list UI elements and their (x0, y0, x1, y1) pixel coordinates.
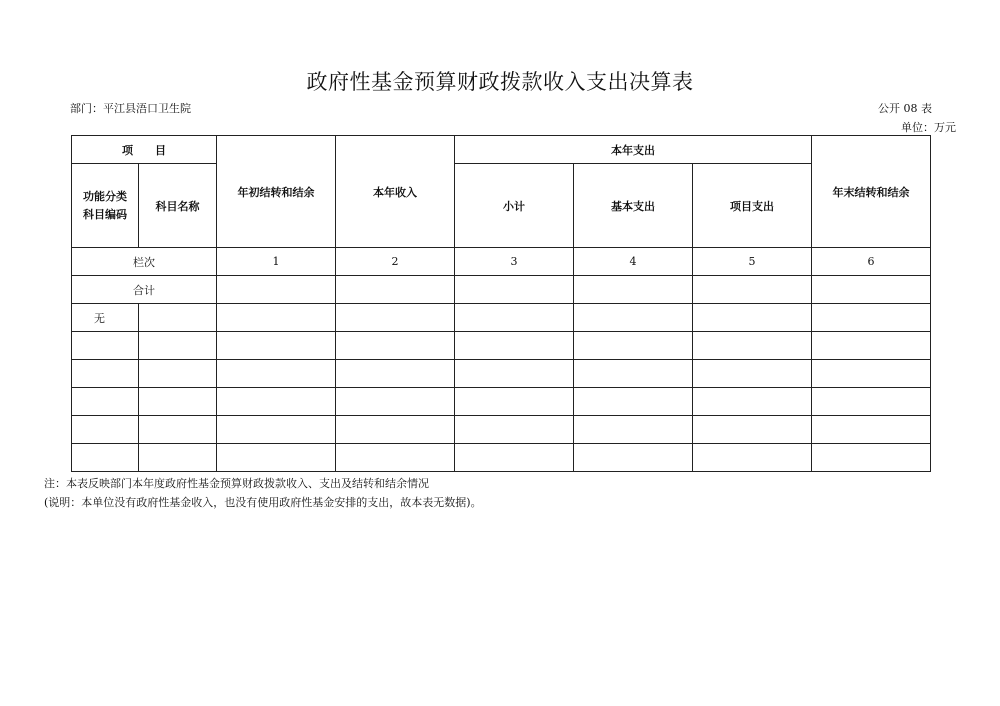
form-code: 公开 08 表 (878, 102, 932, 115)
table-cell (693, 444, 812, 472)
table-cell (139, 388, 217, 416)
column-number-row (72, 248, 931, 276)
table-cell (455, 444, 574, 472)
header-basic: 基本支出 (574, 164, 693, 248)
column-number: 1 (217, 248, 336, 276)
header-closing-balance: 年末结转和结余 (812, 136, 931, 248)
header-func-code: 功能分类 科目编码 (72, 164, 139, 248)
table-cell (693, 332, 812, 360)
table-cell (455, 304, 574, 332)
table-cell (139, 444, 217, 472)
column-label: 栏次 (72, 248, 217, 276)
department-label: 部门：平江县浯口卫生院 (70, 102, 191, 115)
header-expenditure: 本年支出 (455, 136, 812, 164)
table-cell (139, 416, 217, 444)
table-cell (217, 276, 336, 304)
table-cell (72, 360, 139, 388)
table-cell (812, 444, 931, 472)
table-cell (336, 276, 455, 304)
table-cell (574, 304, 693, 332)
table-row (72, 332, 931, 360)
table-cell (217, 332, 336, 360)
table-cell (336, 360, 455, 388)
table-row (72, 388, 931, 416)
table-cell (72, 416, 139, 444)
table-cell (139, 360, 217, 388)
table-cell (455, 360, 574, 388)
table-cell (217, 444, 336, 472)
table-row (72, 304, 931, 332)
header-subtotal: 小计 (455, 164, 574, 248)
column-number: 3 (455, 248, 574, 276)
header-item: 项 目 (72, 136, 217, 164)
table-cell (574, 444, 693, 472)
table-cell (455, 388, 574, 416)
column-number: 6 (812, 248, 931, 276)
header-project: 项目支出 (693, 164, 812, 248)
table-cell (336, 388, 455, 416)
table-cell (574, 416, 693, 444)
table-cell (693, 276, 812, 304)
table-cell (574, 332, 693, 360)
table-cell (72, 388, 139, 416)
table-row (72, 444, 931, 472)
table-cell (72, 332, 139, 360)
table-cell (693, 304, 812, 332)
note-line-2: (说明：本单位没有政府性基金收入，也没有使用政府性基金安排的支出，故本表无数据)。 (44, 496, 482, 509)
table-cell (812, 276, 931, 304)
column-number: 2 (336, 248, 455, 276)
table-cell (574, 388, 693, 416)
table-cell (693, 416, 812, 444)
table-cell (336, 416, 455, 444)
table-cell (693, 388, 812, 416)
total-row (72, 276, 931, 304)
document-title: 政府性基金预算财政拨款收入支出决算表 (306, 70, 694, 94)
table-cell (217, 304, 336, 332)
table-row (72, 360, 931, 388)
header-subject-name: 科目名称 (139, 164, 217, 248)
total-label: 合计 (72, 276, 217, 304)
table-cell (693, 360, 812, 388)
table-cell (139, 332, 217, 360)
table-cell (574, 276, 693, 304)
table-cell (455, 276, 574, 304)
table-cell (812, 416, 931, 444)
budget-table (71, 135, 931, 472)
table-cell (139, 304, 217, 332)
table-cell (217, 416, 336, 444)
table-cell (72, 444, 139, 472)
table-cell (336, 332, 455, 360)
table-cell (812, 360, 931, 388)
header-opening-balance: 年初结转和结余 (217, 136, 336, 248)
column-number: 5 (693, 248, 812, 276)
column-number: 4 (574, 248, 693, 276)
table-cell: 无 (72, 304, 139, 332)
table-row (72, 416, 931, 444)
table-cell (812, 332, 931, 360)
table-cell (812, 388, 931, 416)
table-cell (574, 360, 693, 388)
table-cell (217, 360, 336, 388)
table-cell (812, 304, 931, 332)
table-cell (217, 388, 336, 416)
table-cell (455, 332, 574, 360)
unit-label: 单位：万元 (901, 121, 956, 134)
table-cell (455, 416, 574, 444)
header-income: 本年收入 (336, 136, 455, 248)
table-cell (336, 304, 455, 332)
note-line-1: 注：本表反映部门本年度政府性基金预算财政拨款收入、支出及结转和结余情况 (44, 477, 429, 490)
table-cell (336, 444, 455, 472)
